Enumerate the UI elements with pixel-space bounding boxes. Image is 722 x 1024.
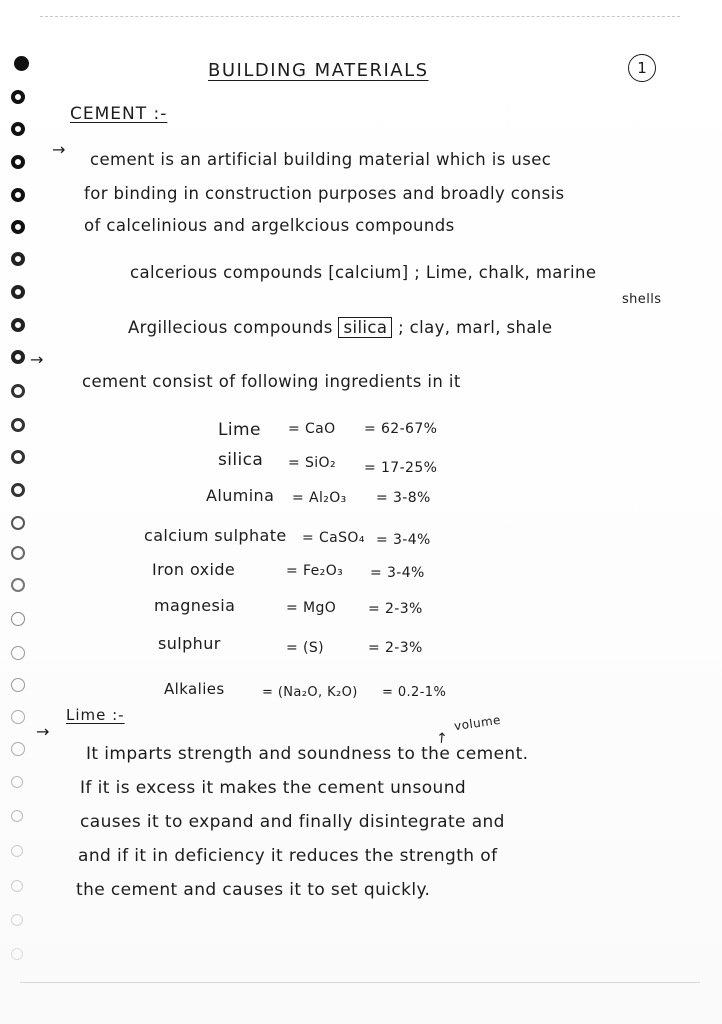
insert-arrow-icon: ↗ [432, 728, 452, 748]
top-margin-rule [40, 16, 680, 17]
cement-definition-line: for binding in construction purposes and broadly consis [84, 184, 565, 203]
binder-hole [11, 776, 23, 788]
ingredient-name: magnesia [154, 596, 236, 615]
binder-hole [11, 122, 25, 136]
ingredient-percent: = 3-4% [370, 565, 425, 581]
lime-description-line: the cement and causes it to set quickly. [76, 880, 431, 900]
argillecious-label: Argillecious compounds [128, 318, 333, 337]
cement-definition-line: of calcelinious and argelkcious compounds [84, 216, 455, 235]
binder-hole [11, 810, 23, 822]
silica-bracket: silica [338, 317, 392, 338]
lime-heading: Lime :- [66, 706, 125, 724]
binder-hole [11, 880, 23, 892]
ingredient-formula: = SiO₂ [288, 455, 336, 471]
binder-hole [11, 516, 25, 530]
ingredient-percent: = 0.2-1% [382, 685, 447, 700]
binder-hole [11, 948, 23, 960]
binder-hole [11, 155, 25, 169]
binder-hole [11, 285, 25, 299]
binder-hole [11, 90, 25, 104]
ingredients-intro-line: cement consist of following ingredients in it [82, 372, 461, 391]
calcerious-compounds-continuation: shells [622, 292, 662, 307]
bottom-margin-rule [20, 982, 700, 983]
binder-hole [11, 252, 25, 266]
page-number: 1 [628, 54, 656, 82]
ingredient-formula: = CaO [288, 421, 336, 437]
ingredient-percent: = 62-67% [364, 421, 438, 437]
arrow-icon: → [30, 350, 44, 369]
binder-hole [11, 220, 25, 234]
ingredient-percent: = 3-4% [376, 532, 431, 548]
cement-heading: CEMENT :- [70, 104, 168, 124]
binder-hole [11, 612, 25, 626]
binder-hole [11, 318, 25, 332]
binder-hole [11, 546, 25, 560]
ingredient-percent: = 2-3% [368, 601, 423, 617]
lime-description-line: and if it in deficiency it reduces the strength of [78, 846, 498, 866]
lime-description-line: It imparts strength and soundness to the cement. [86, 744, 529, 764]
page-title: BUILDING MATERIALS [208, 60, 429, 81]
binder-hole [11, 188, 25, 202]
lime-description-line: causes it to expand and finally disintegrate and [80, 812, 505, 832]
binder-hole [11, 483, 25, 497]
ingredient-formula: = CaSO₄ [302, 530, 365, 546]
binder-hole [11, 678, 25, 692]
binder-hole [11, 350, 25, 364]
argillecious-compounds-line [128, 318, 552, 337]
binder-hole [11, 845, 23, 857]
binder-hole [11, 710, 25, 724]
ingredient-formula: = (Na₂O, K₂O) [262, 685, 358, 700]
binder-hole [11, 646, 25, 660]
ingredient-formula: = Fe₂O₃ [286, 563, 344, 579]
binder-hole [11, 418, 25, 432]
binder-hole [11, 914, 23, 926]
ingredient-name: sulphur [158, 634, 221, 653]
arrow-icon: → [36, 722, 50, 741]
ingredient-name: Iron oxide [152, 560, 236, 579]
binder-hole [14, 56, 29, 71]
cement-definition-line: cement is an artificial building material which is usec [90, 150, 552, 169]
calcerious-compounds-line: calcerious compounds [calcium] ; Lime, chalk, marine [130, 263, 597, 282]
ingredient-formula: = MgO [286, 600, 337, 616]
ingredient-formula: = (S) [286, 640, 324, 656]
ingredient-name: silica [218, 450, 264, 470]
ingredient-percent: = 3-8% [376, 490, 431, 506]
volume-annotation: volume [453, 712, 502, 734]
binder-hole [11, 578, 25, 592]
ingredient-name: Lime [218, 420, 261, 440]
ingredient-percent: = 2-3% [368, 640, 423, 656]
arrow-icon: → [52, 140, 66, 159]
binder-hole [11, 384, 25, 398]
ingredient-name: calcium sulphate [144, 526, 287, 545]
ingredient-name: Alkalies [164, 680, 225, 698]
binder-hole [11, 450, 25, 464]
binder-holes [0, 0, 40, 1024]
lime-description-line: If it is excess it makes the cement unsound [80, 778, 467, 798]
ingredient-name: Alumina [206, 486, 275, 505]
ingredient-formula: = Al₂O₃ [292, 490, 347, 506]
argillecious-examples: ; clay, marl, shale [398, 318, 553, 337]
binder-hole [11, 742, 25, 756]
ingredient-percent: = 17-25% [364, 460, 438, 476]
